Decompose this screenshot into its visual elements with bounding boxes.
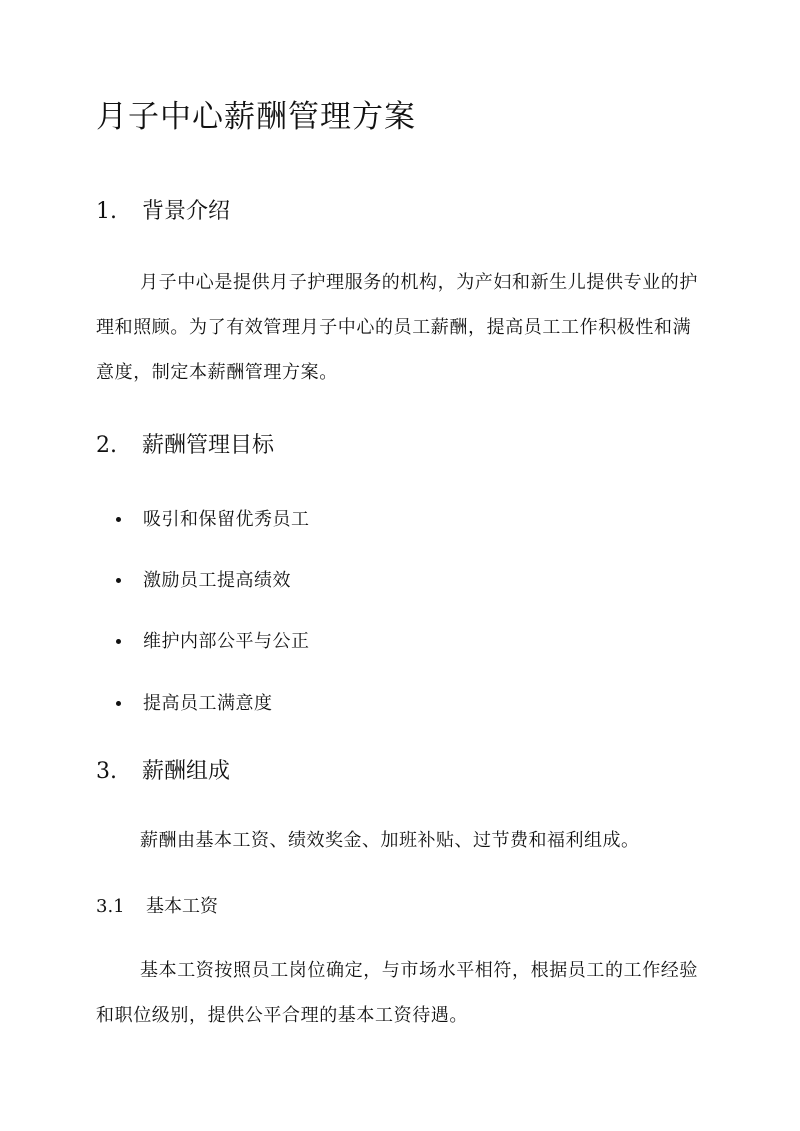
- bullet-icon: [116, 578, 121, 583]
- list-item: 激励员工提高绩效: [116, 566, 291, 596]
- list-item: 吸引和保留优秀员工: [116, 505, 310, 535]
- section-1-heading: [96, 196, 230, 228]
- subsection-3-1-paragraph: 基本工资按照员工岗位确定，与市场水平相符，根据员工的工作经验和职位级别，提供公平合理的基本工资待遇。: [96, 960, 698, 1026]
- section-2-heading: [96, 430, 274, 462]
- section-3-number: 3.: [96, 759, 117, 784]
- section-2-title: 薪酬管理目标: [142, 433, 275, 458]
- list-item: 提高员工满意度: [116, 689, 273, 719]
- section-1-number: 1.: [96, 199, 117, 224]
- section-1-paragraph: 月子中心是提供月子护理服务的机构，为产妇和新生儿提供专业的护理和照顾。为了有效管理月子中心的员工薪酬，提高员工工作积极性和满意度，制定本薪酬管理方案。: [96, 272, 698, 383]
- section-3-paragraph: 薪酬由基本工资、绩效奖金、加班补贴、过节费和福利组成。: [140, 830, 640, 851]
- section-3-title: 薪酬组成: [142, 759, 231, 784]
- section-2-number: 2.: [96, 433, 117, 458]
- bullet-icon: [116, 639, 121, 644]
- bullet-icon: [116, 517, 121, 522]
- section-1-title: 背景介绍: [142, 199, 231, 224]
- bullet-icon: [116, 701, 121, 706]
- section-3-heading: [96, 756, 230, 788]
- subsection-3-1-heading: [96, 893, 218, 921]
- document-title: 月子中心薪酬管理方案: [96, 99, 416, 135]
- subsection-3-1-title: 基本工资: [146, 896, 218, 917]
- subsection-3-1-number: 3.1: [96, 896, 125, 917]
- list-item: 维护内部公平与公正: [116, 627, 310, 657]
